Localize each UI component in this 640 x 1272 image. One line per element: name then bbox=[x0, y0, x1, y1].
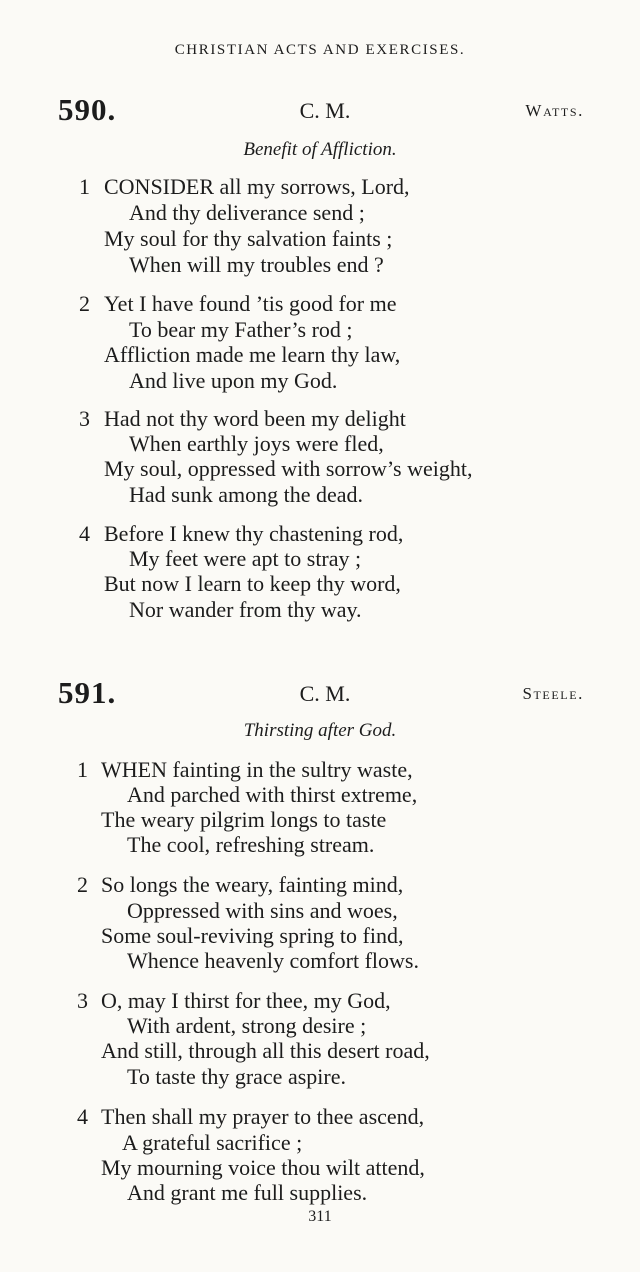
hymn-590-heading bbox=[0, 92, 640, 128]
verse-line: And thy deliverance send ; bbox=[129, 200, 365, 225]
stanza-number: 2 bbox=[77, 872, 88, 897]
verse-line: The weary pilgrim longs to taste bbox=[101, 807, 387, 832]
verse-line: And live upon my God. bbox=[129, 368, 338, 393]
verse-line: My soul, oppressed with sorrow’s weight, bbox=[104, 456, 473, 481]
hymn-meter: C. M. bbox=[299, 681, 351, 706]
verse-line: But now I learn to keep thy word, bbox=[104, 571, 401, 596]
stanza-number: 3 bbox=[77, 988, 88, 1013]
verse-line: And parched with thirst extreme, bbox=[127, 782, 418, 807]
running-header: CHRISTIAN ACTS AND EXERCISES. bbox=[174, 42, 466, 58]
verse-line: A grateful sacrifice ; bbox=[122, 1130, 303, 1155]
verse-line: When will my troubles end ? bbox=[129, 252, 384, 277]
hymn-number: 590. bbox=[58, 92, 117, 127]
stanza-number: 1 bbox=[77, 757, 88, 782]
hymn-number: 591. bbox=[58, 675, 117, 710]
verse-line: Oppressed with sins and woes, bbox=[127, 898, 398, 923]
verse-line: To taste thy grace aspire. bbox=[127, 1064, 346, 1089]
verse-line: Then shall my prayer to thee ascend, bbox=[101, 1104, 425, 1129]
verse-line: So longs the weary, fainting mind, bbox=[101, 872, 404, 897]
verse-line: The cool, refreshing stream. bbox=[127, 832, 375, 857]
hymn-title: Thirsting after God. bbox=[243, 720, 397, 741]
stanza-number: 3 bbox=[79, 406, 90, 431]
verse-line: And still, through all this desert road, bbox=[101, 1038, 430, 1063]
verse-line: Affliction made me learn thy law, bbox=[104, 342, 401, 367]
verse-line: Some soul-reviving spring to find, bbox=[101, 923, 404, 948]
stanza-number: 2 bbox=[79, 291, 90, 316]
verse-line: Nor wander from thy way. bbox=[129, 597, 362, 622]
verse-line: And grant me full supplies. bbox=[127, 1180, 368, 1205]
hymn-title: Benefit of Affliction. bbox=[243, 139, 397, 160]
page-number: 311 bbox=[308, 1208, 332, 1225]
verse-line: Yet I have found ’tis good for me bbox=[104, 291, 397, 316]
verse-line: WHEN fainting in the sultry waste, bbox=[101, 757, 413, 782]
verse-line: Had sunk among the dead. bbox=[129, 482, 363, 507]
verse-line: O, may I thirst for thee, my God, bbox=[101, 988, 391, 1013]
hymn-meter: C. M. bbox=[299, 98, 351, 123]
verse-line: My feet were apt to stray ; bbox=[129, 546, 362, 571]
hymn-author: Watts. bbox=[525, 101, 584, 120]
verse-line: My soul for thy salvation faints ; bbox=[104, 226, 393, 251]
verse-line: Whence heavenly comfort flows. bbox=[127, 948, 419, 973]
stanza-number: 1 bbox=[79, 174, 90, 199]
verse-line: Before I knew thy chastening rod, bbox=[104, 521, 404, 546]
hymn-author: Steele. bbox=[522, 684, 584, 703]
verse-line: Had not thy word been my delight bbox=[104, 406, 406, 431]
stanza-number: 4 bbox=[77, 1104, 88, 1129]
verse-line: CONSIDER all my sorrows, Lord, bbox=[104, 174, 410, 199]
stanza-number: 4 bbox=[79, 521, 90, 546]
verse-line: With ardent, strong desire ; bbox=[127, 1013, 367, 1038]
verse-line: When earthly joys were fled, bbox=[129, 431, 384, 456]
verse-line: My mourning voice thou wilt attend, bbox=[101, 1155, 425, 1180]
verse-line: To bear my Father’s rod ; bbox=[129, 317, 353, 342]
hymn-591-heading bbox=[0, 675, 640, 711]
